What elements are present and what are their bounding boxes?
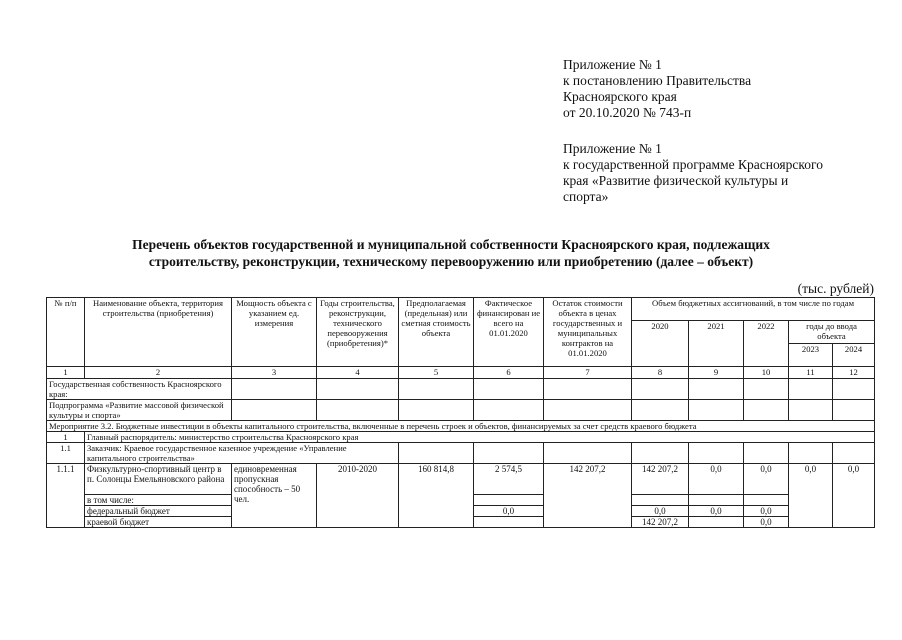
object-num: 1.1.1 (47, 464, 85, 528)
table-row (47, 400, 875, 421)
header-years-to-commission: годы до ввода объекта (789, 321, 875, 344)
appendix-line: спорта» (563, 189, 609, 204)
col-number: 3 (232, 367, 317, 379)
units-label: (тыс. рублей) (797, 281, 874, 296)
object-name: Физкультурно-спортивный центр в п. Солонцы Емельяновского района (85, 464, 232, 495)
appendix-line: Красноярского края (563, 89, 677, 104)
object-actual: 2 574,5 (474, 464, 544, 495)
including-label: в том числе: (85, 495, 232, 506)
title-line-2: строительству, реконструкции, техническому перевооружению или приобретению (далее – объект) (148, 254, 754, 269)
header-budget: Объем бюджетных ассигнований, в том числе по годам (632, 298, 875, 321)
table-row (47, 443, 875, 464)
regional-2020: 142 207,2 (632, 517, 689, 528)
subprogram-label: Подпрограмма «Развитие массовой физической культуры и спорта» (47, 400, 232, 421)
header-actual: Фактическое финансирован ие всего на 01.01.2020 (474, 298, 544, 367)
appendix-line: края «Развитие физической культуры и (563, 173, 789, 188)
appendix-line: Приложение № 1 (563, 57, 662, 72)
col-number: 12 (833, 367, 875, 379)
appendix-block-2 (563, 141, 883, 205)
distributor-num: 1 (47, 432, 85, 443)
col-number: 11 (789, 367, 833, 379)
col-number: 10 (744, 367, 789, 379)
appendix-block-1 (563, 57, 883, 121)
object-cost: 160 814,8 (399, 464, 474, 528)
federal-2021: 0,0 (689, 506, 744, 517)
col-number: 8 (632, 367, 689, 379)
header-name: Наименование объекта, территория строительства (приобретения) (85, 298, 232, 367)
col-number: 7 (544, 367, 632, 379)
header-remainder: Остаток стоимости объекта в ценах государственных и муниципальных контрактов на 01.01.2020 (544, 298, 632, 367)
header-2023: 2023 (789, 344, 833, 367)
col-number: 2 (85, 367, 232, 379)
table-row (47, 432, 875, 443)
object-capacity: единовременная пропускная способность – 50 чел. (232, 464, 317, 528)
customer-num: 1.1 (47, 443, 85, 464)
object-2023: 0,0 (789, 464, 833, 528)
appendix-line: к постановлению Правительства (563, 73, 752, 88)
header-num: № п/п (47, 298, 85, 367)
federal-2022: 0,0 (744, 506, 789, 517)
col-number: 4 (317, 367, 399, 379)
col-number: 5 (399, 367, 474, 379)
measure-label: Мероприятие 3.2. Бюджетные инвестиции в объекты капитального строительства, включенные в перечень строек и объектов, финансируемых за счет средств краевого бюджета (47, 421, 875, 432)
table-row (47, 421, 875, 432)
header-capacity: Мощность объекта с указанием ед. измерения (232, 298, 317, 367)
object-years: 2010-2020 (317, 464, 399, 528)
object-2022: 0,0 (744, 464, 789, 495)
federal-2020: 0,0 (632, 506, 689, 517)
header-2020: 2020 (632, 321, 689, 367)
appendix-line: Приложение № 1 (563, 141, 662, 156)
header-2022: 2022 (744, 321, 789, 367)
appendix-line: от 20.10.2020 № 743-п (563, 105, 692, 120)
regional-label: краевой бюджет (85, 517, 232, 528)
appendix-line: к государственной программе Красноярского (563, 157, 823, 172)
title-line-1: Перечень объектов государственной и муниципальной собственности Красноярского края, подлежащих (132, 237, 770, 252)
col-number: 9 (689, 367, 744, 379)
table-row (47, 464, 875, 495)
object-2024: 0,0 (833, 464, 875, 528)
federal-label: федеральный бюджет (85, 506, 232, 517)
header-2021: 2021 (689, 321, 744, 367)
object-remainder: 142 207,2 (544, 464, 632, 528)
col-number: 6 (474, 367, 544, 379)
customer-label: Заказчик: Краевое государственное казенное учреждение «Управление капитального строительства» (85, 443, 399, 464)
header-years: Годы строительства, реконструкции, технического перевооружения (приобретения)* (317, 298, 399, 367)
federal-actual: 0,0 (474, 506, 544, 517)
header-2024: 2024 (833, 344, 875, 367)
object-2020: 142 207,2 (632, 464, 689, 495)
state-property-label: Государственная собственность Красноярского края: (47, 379, 232, 400)
header-cost: Предполагаемая (предельная) или сметная стоимость объекта (399, 298, 474, 367)
regional-2022: 0,0 (744, 517, 789, 528)
object-2021: 0,0 (689, 464, 744, 495)
col-number: 1 (47, 367, 85, 379)
distributor-label: Главный распорядитель: министерство строительства Красноярского края (85, 432, 875, 443)
table-row (47, 379, 875, 400)
objects-table (46, 297, 875, 528)
document-title (60, 236, 842, 270)
